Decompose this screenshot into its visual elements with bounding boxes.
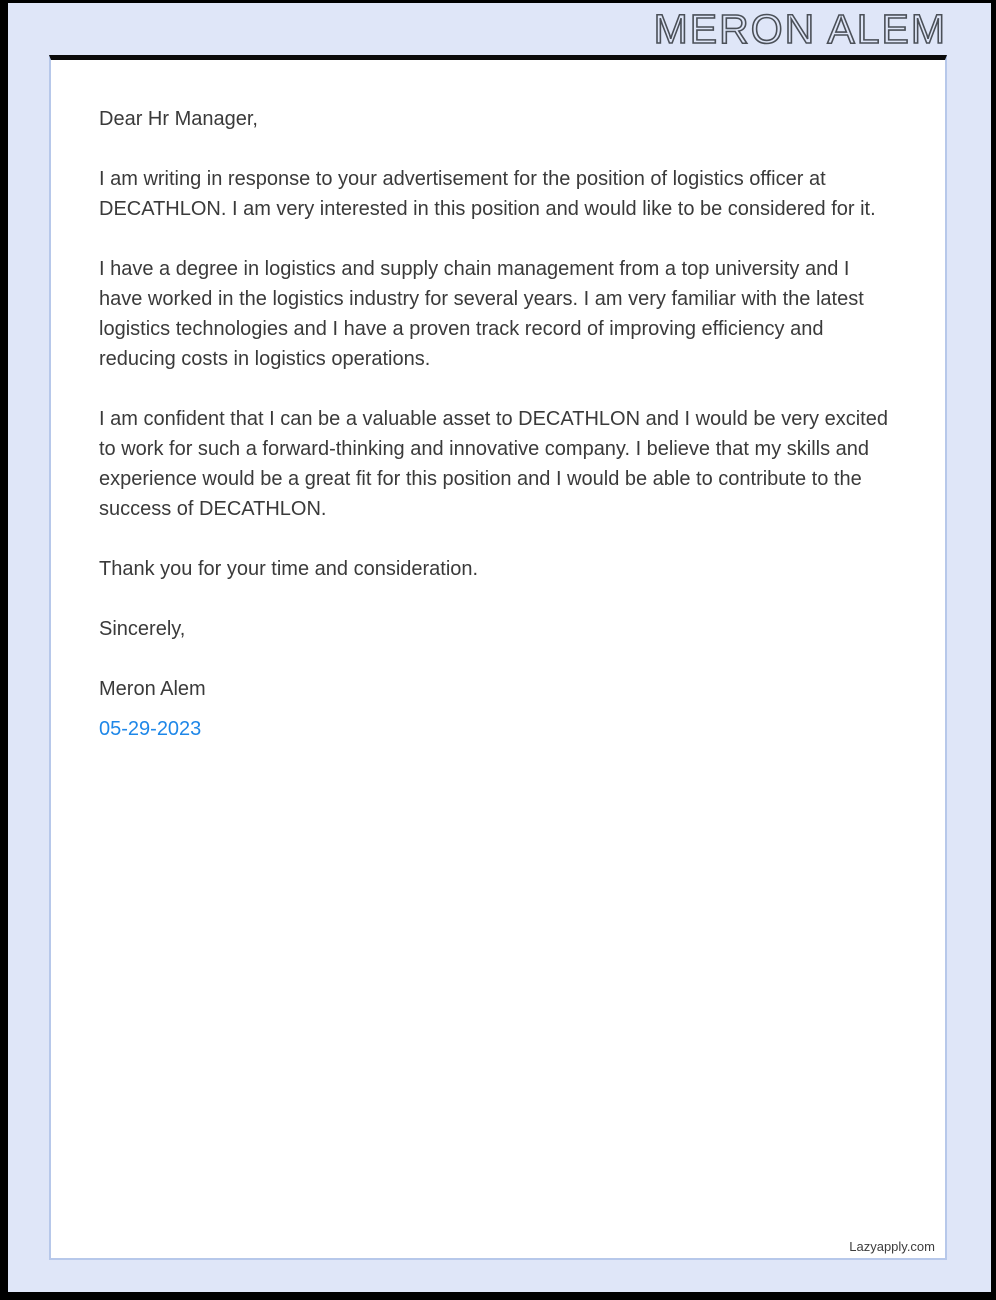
thank-you-paragraph: Thank you for your time and consideration. bbox=[99, 558, 479, 580]
salutation: Dear Hr Manager, bbox=[99, 108, 258, 130]
closing: Sincerely, bbox=[99, 618, 186, 640]
body-paragraph-1: I am writing in response to your advertisement for the position of logistics officer at DECATHLON. I am very interested in this position and would like to be considered for it. bbox=[99, 168, 876, 220]
body-paragraph-3: I am confident that I can be a valuable asset to DECATHLON and I would be very excited to work for such a forward-thinking and innovative company. I believe that my skills and experience would be a great fit for this position and I would be able to contribute to the success of DECATHLON. bbox=[99, 408, 888, 520]
letter-date: 05-29-2023 bbox=[99, 718, 202, 740]
signature-name: Meron Alem bbox=[99, 678, 206, 700]
letter-page bbox=[49, 55, 947, 1260]
watermark-text: Lazyapply.com bbox=[849, 1239, 935, 1254]
letterhead-name: MERON ALEM bbox=[653, 6, 947, 52]
body-paragraph-2: I have a degree in logistics and supply chain management from a top university and I have worked in the logistics industry for several years. I am very familiar with the latest logistics technologies and I have a proven track record of improving efficiency and reducing costs in logistics operations. bbox=[99, 258, 864, 370]
